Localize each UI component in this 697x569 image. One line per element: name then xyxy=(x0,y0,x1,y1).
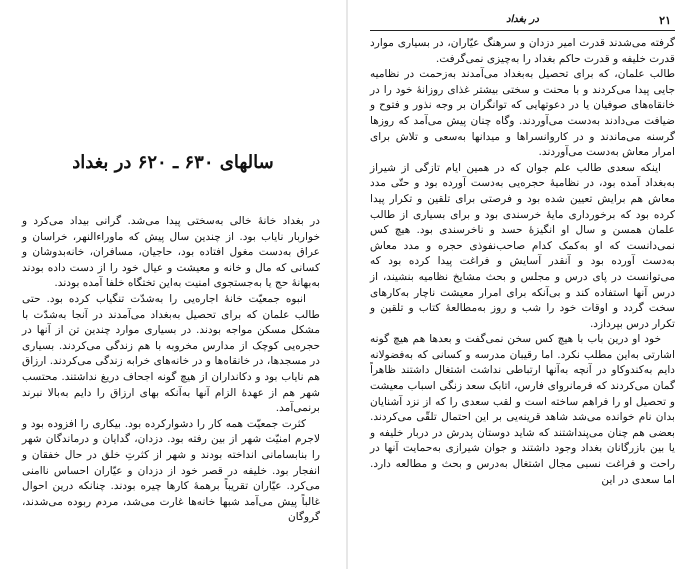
running-header xyxy=(370,14,675,31)
paragraph: خود او درین باب با هیچ کس سخن نمی‌گفت و بعدها هم هیچ گونه اشارتی به‌این مطلب نکرد. اما رقیبان مدرسه و کسانی که به‌فضولانه دایم به‌کندوکاو در آنچه به‌آنها ارتباطی نداشت اشتغال داشتند ظاهراً گمان می‌کردند که فرمانروای فارس، اتابک سعد زنگی اسباب معیشت و تحصیل او را فراهم ساخته است و لقب سعدی را که از نزد آشنایان بدان نام خوانده می‌شد شاهد قرینه‌یی بر این احتمال تلقّی می‌کردند. بعضی هم چنان می‌پنداشتند که شاید دوستان پدرش در دربار خلیفه و یا بین بازرگانان بغداد وجود داشتند و جوان شیرازی به‌حمایت آنها در راحت و فراغت نسبی مجال اشتغال به‌درس و بحث و مطالعه دارد. اما سعدی در این xyxy=(370,333,675,486)
paragraph: انبوه جمعیّت خانهٔ اجاره‌یی را به‌شدّت تنگیاب کرده بود. حتی طالب علمان که برای تحصیل به‌بغداد می‌آمدند در آنجا به‌شدّت با مشکل مسکن مواجه بودند. در بسیاری موارد چندین تن از آنها در حجره‌یی کوچک از مدارس مخروبه با هم زندگی می‌کردند. بسیاری در مسجدها، در خانقاه‌ها و در خانه‌های خرابه زندگی می‌کردند. ارزاق هم نایاب بود و دکانداران از هیچ گونه اجحاف دریغ نداشتند. محتسب شهر هم از عهدهٔ الزام آنها به‌آنکه بهای ارزاق را دایم به‌بالا نبرند برنمی‌آمد. xyxy=(22,292,320,415)
section-title: سالهای ۶۳۰ ـ ۶۲۰ در بغداد xyxy=(72,152,274,173)
paragraph: کثرت جمعیّت همه کار را دشوارکرده بود. بیکاری را افزوده بود و لاجرم امنیّت شهر از بین رفته بود. دزدان، گدایان و درماندگان شهر را بنابسامانی انداخته بودند و شهر از کثرتِ خلق در حال خفقان و انفجار بود. خلیفه در قصر خود از دزدان و عیّاران احساس ناامنی می‌کرد. عیّاران تقریباً برهمهٔ کارها چیره بودند. چنانکه درین احوال غالباً پیش می‌آمد شبها خانه‌ها غارت می‌شد، مردم ربوده می‌شدند، گروگان xyxy=(22,417,320,524)
left-page xyxy=(0,0,347,569)
right-page xyxy=(348,0,697,569)
paragraph: طالب علمان، که برای تحصیل به‌بغداد می‌آمدند به‌زحمت در نظامیه جایی پیدا می‌کردند و با محنت و سختی بیشتر غذای روزانهٔ خود را در خانقاه‌های صوفیان یا در دعوتهایی که توانگران بر وجه نذور و فتوح و ضیافت می‌دادند به‌دست می‌آوردند. وگاه چنان پیش می‌آمد که روزها گرسنه می‌ماندند و در کاروانسراها و میدانها به‌سعی و تلاش برای امرار معاش به‌دست می‌آوردند. xyxy=(370,68,675,159)
paragraph: اینکه سعدی طالب علم جوان که در همین ایام تازگی از شیراز به‌بغداد آمده بود، در نظامیهٔ حجره‌یی به‌دست آورده بود و حتّی مدد معاش هم برایش تعیین شده بود و فرصتی برای تلقین و تکرار پیدا کرده بود که برخورداری مایهٔ خرسندی بود و برای بسیاری از طالب علمان همسن و سال او انگیزهٔ حسد و ناخرسندی بود. هیچ کس نمی‌دانست که او به‌کمک کدام صاحب‌نفوذی حجره و مدد معاش به‌دست آورده بود و آنقدر آسایش و فراغت پیدا کرده بود که می‌توانست در پای درس و مجلس و بحث مشایخ نظامیه بنشیند، از درس آنها استفاده کند و بی‌آنکه برای امرار معیشت ناچار به‌کارهای سخت گردد و اوقات خود را شب و روز به‌مطالعهٔ کتاب و تلقین و تکرار درس بپردازد. xyxy=(370,161,675,330)
running-title: در بغداد xyxy=(506,14,539,25)
paragraph: در بغداد خانهٔ خالی به‌سختی پیدا می‌شد. گرانی بیداد می‌کرد و خواربار نایاب بود. از چندین سال پیش که ماوراءالنهر، خراسان و عراق به‌دست مغول افتاده بود، حاجیان، مسافران، خانه‌بدوشان و کسانی که مال و خانه و معیشت و عیال خود را از دست داده بودند به‌بهانهٔ حج یا به‌جستجوی امنیت به‌این تختگاه خلفا آمده بودند. xyxy=(22,215,320,290)
right-page-body xyxy=(370,36,675,488)
page-number: ۲۱ xyxy=(659,14,671,27)
left-page-body xyxy=(22,214,320,526)
paragraph: گرفته می‌شدند قدرت امیر دزدان و سرهنگ عیّاران، در بسیاری موارد قدرت خلیفه و قدرت حاکم بغداد را به‌چیزی نمی‌گرفت. xyxy=(370,37,675,65)
